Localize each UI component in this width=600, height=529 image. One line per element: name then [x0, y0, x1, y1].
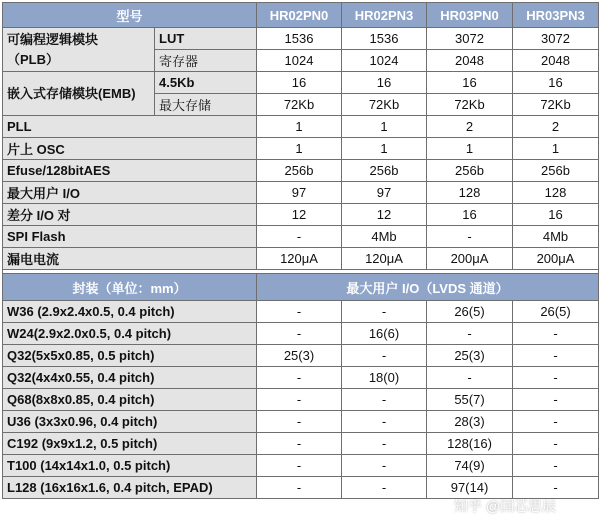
- package-row: [3, 345, 599, 367]
- spec-value: 1: [513, 138, 599, 160]
- spec-row: [3, 116, 599, 138]
- spec-value: 256b: [257, 160, 342, 182]
- spec-value: 97: [257, 182, 342, 204]
- package-value: 26(5): [513, 301, 599, 323]
- package-label: W36 (2.9x2.4x0.5, 0.4 pitch): [3, 301, 257, 323]
- package-value: -: [513, 411, 599, 433]
- header-row: [3, 3, 599, 28]
- package-value: 26(5): [427, 301, 513, 323]
- spec-value: 2048: [427, 50, 513, 72]
- spec-value: 200μA: [427, 248, 513, 270]
- spec-value: 12: [342, 204, 427, 226]
- spec-value: 16: [427, 204, 513, 226]
- package-label: Q32(5x5x0.85, 0.5 pitch): [3, 345, 257, 367]
- package-value: 25(3): [257, 345, 342, 367]
- package-value: -: [342, 301, 427, 323]
- spec-label: PLL: [3, 116, 257, 138]
- spec-value: 4Mb: [342, 226, 427, 248]
- spec-label: 最大用户 I/O: [3, 182, 257, 204]
- package-value: -: [513, 345, 599, 367]
- spec-value: 128: [427, 182, 513, 204]
- emb-group-label: 嵌入式存储模块(EMB): [3, 72, 155, 116]
- spec-table-body: [3, 3, 599, 499]
- spec-value: 1: [257, 138, 342, 160]
- spec-row: [3, 248, 599, 270]
- spec-value: 12: [257, 204, 342, 226]
- spec-value: 72Kb: [427, 94, 513, 116]
- spec-value: 120μA: [257, 248, 342, 270]
- package-value: -: [342, 345, 427, 367]
- package-value: 128(16): [427, 433, 513, 455]
- col-header: HR03PN3: [513, 3, 599, 28]
- package-value: 16(6): [342, 323, 427, 345]
- package-value: -: [342, 411, 427, 433]
- spec-value: 1024: [257, 50, 342, 72]
- package-value: -: [257, 389, 342, 411]
- spec-value: 1536: [342, 28, 427, 50]
- spec-label: SPI Flash: [3, 226, 257, 248]
- spec-value: 2: [513, 116, 599, 138]
- package-row: [3, 367, 599, 389]
- spec-row: [3, 226, 599, 248]
- spec-value: 16: [513, 72, 599, 94]
- package-label: L128 (16x16x1.6, 0.4 pitch, EPAD): [3, 477, 257, 499]
- package-row: [3, 301, 599, 323]
- package-value: 25(3): [427, 345, 513, 367]
- spec-label: 片上 OSC: [3, 138, 257, 160]
- package-label: Q32(4x4x0.55, 0.4 pitch): [3, 367, 257, 389]
- watermark: 知乎 @国芯思辰: [454, 498, 557, 514]
- package-value: -: [513, 433, 599, 455]
- package-row: [3, 411, 599, 433]
- spec-row: [3, 72, 599, 94]
- spec-value: 1024: [342, 50, 427, 72]
- spec-value: 2048: [513, 50, 599, 72]
- col-header: HR02PN3: [342, 3, 427, 28]
- spec-value: 3072: [513, 28, 599, 50]
- spec-value: 16: [427, 72, 513, 94]
- spec-value: 1: [427, 138, 513, 160]
- spec-row: [3, 28, 599, 50]
- spec-value: 256b: [427, 160, 513, 182]
- package-value: 28(3): [427, 411, 513, 433]
- package-label: W24(2.9x2.0x0.5, 0.4 pitch): [3, 323, 257, 345]
- package-value: -: [342, 433, 427, 455]
- spec-value: 1: [342, 116, 427, 138]
- package-value: -: [257, 411, 342, 433]
- package-value: -: [257, 477, 342, 499]
- package-value: -: [427, 323, 513, 345]
- spec-value: 1: [257, 116, 342, 138]
- spec-value: 128: [513, 182, 599, 204]
- spec-value: 120μA: [342, 248, 427, 270]
- spec-label: Efuse/128bitAES: [3, 160, 257, 182]
- package-value: -: [513, 389, 599, 411]
- spec-value: 256b: [342, 160, 427, 182]
- spec-value: 1536: [257, 28, 342, 50]
- spec-value: 72Kb: [257, 94, 342, 116]
- spec-row: [3, 204, 599, 226]
- package-value: -: [257, 367, 342, 389]
- package-value: 55(7): [427, 389, 513, 411]
- spec-value: 16: [342, 72, 427, 94]
- package-value: -: [257, 433, 342, 455]
- package-value: -: [257, 455, 342, 477]
- package-label: T100 (14x14x1.0, 0.5 pitch): [3, 455, 257, 477]
- spec-value: 72Kb: [513, 94, 599, 116]
- spec-value: 256b: [513, 160, 599, 182]
- package-value: -: [342, 477, 427, 499]
- spec-value: 1: [342, 138, 427, 160]
- emb-sub-label: 最大存储: [155, 94, 257, 116]
- spec-row: [3, 160, 599, 182]
- package-header-left: 封装（单位：mm）: [3, 274, 257, 301]
- spec-value: 16: [513, 204, 599, 226]
- package-value: -: [513, 455, 599, 477]
- package-row: [3, 433, 599, 455]
- package-value: 74(9): [427, 455, 513, 477]
- emb-sub-label: 4.5Kb: [155, 72, 257, 94]
- package-value: -: [342, 389, 427, 411]
- package-value: 18(0): [342, 367, 427, 389]
- package-value: -: [342, 455, 427, 477]
- spec-label: 漏电电流: [3, 248, 257, 270]
- package-value: -: [257, 323, 342, 345]
- package-row: [3, 389, 599, 411]
- spec-value: 72Kb: [342, 94, 427, 116]
- spec-value: -: [427, 226, 513, 248]
- spec-value: 97: [342, 182, 427, 204]
- package-row: [3, 323, 599, 345]
- spec-row: [3, 138, 599, 160]
- col-header: HR02PN0: [257, 3, 342, 28]
- model-header: 型号: [3, 3, 257, 28]
- package-label: U36 (3x3x0.96, 0.4 pitch): [3, 411, 257, 433]
- package-label: C192 (9x9x1.2, 0.5 pitch): [3, 433, 257, 455]
- package-value: -: [513, 323, 599, 345]
- package-value: -: [257, 301, 342, 323]
- spec-value: 3072: [427, 28, 513, 50]
- spec-value: 2: [427, 116, 513, 138]
- spec-value: -: [257, 226, 342, 248]
- fpga-spec-table: [2, 2, 599, 499]
- package-value: -: [513, 477, 599, 499]
- spec-value: 200μA: [513, 248, 599, 270]
- plb-sub-label: 寄存器: [155, 50, 257, 72]
- spec-row: [3, 182, 599, 204]
- plb-sub-label: LUT: [155, 28, 257, 50]
- package-value: 97(14): [427, 477, 513, 499]
- package-row: [3, 455, 599, 477]
- package-value: -: [513, 367, 599, 389]
- spec-value: 4Mb: [513, 226, 599, 248]
- package-header-right: 最大用户 I/O（LVDS 通道）: [257, 274, 599, 301]
- spec-label: 差分 I/O 对: [3, 204, 257, 226]
- spec-value: 16: [257, 72, 342, 94]
- plb-group-label: 可编程逻辑模块 （PLB）: [3, 28, 155, 72]
- col-header: HR03PN0: [427, 3, 513, 28]
- package-value: -: [427, 367, 513, 389]
- package-label: Q68(8x8x0.85, 0.4 pitch): [3, 389, 257, 411]
- package-header-row: [3, 274, 599, 301]
